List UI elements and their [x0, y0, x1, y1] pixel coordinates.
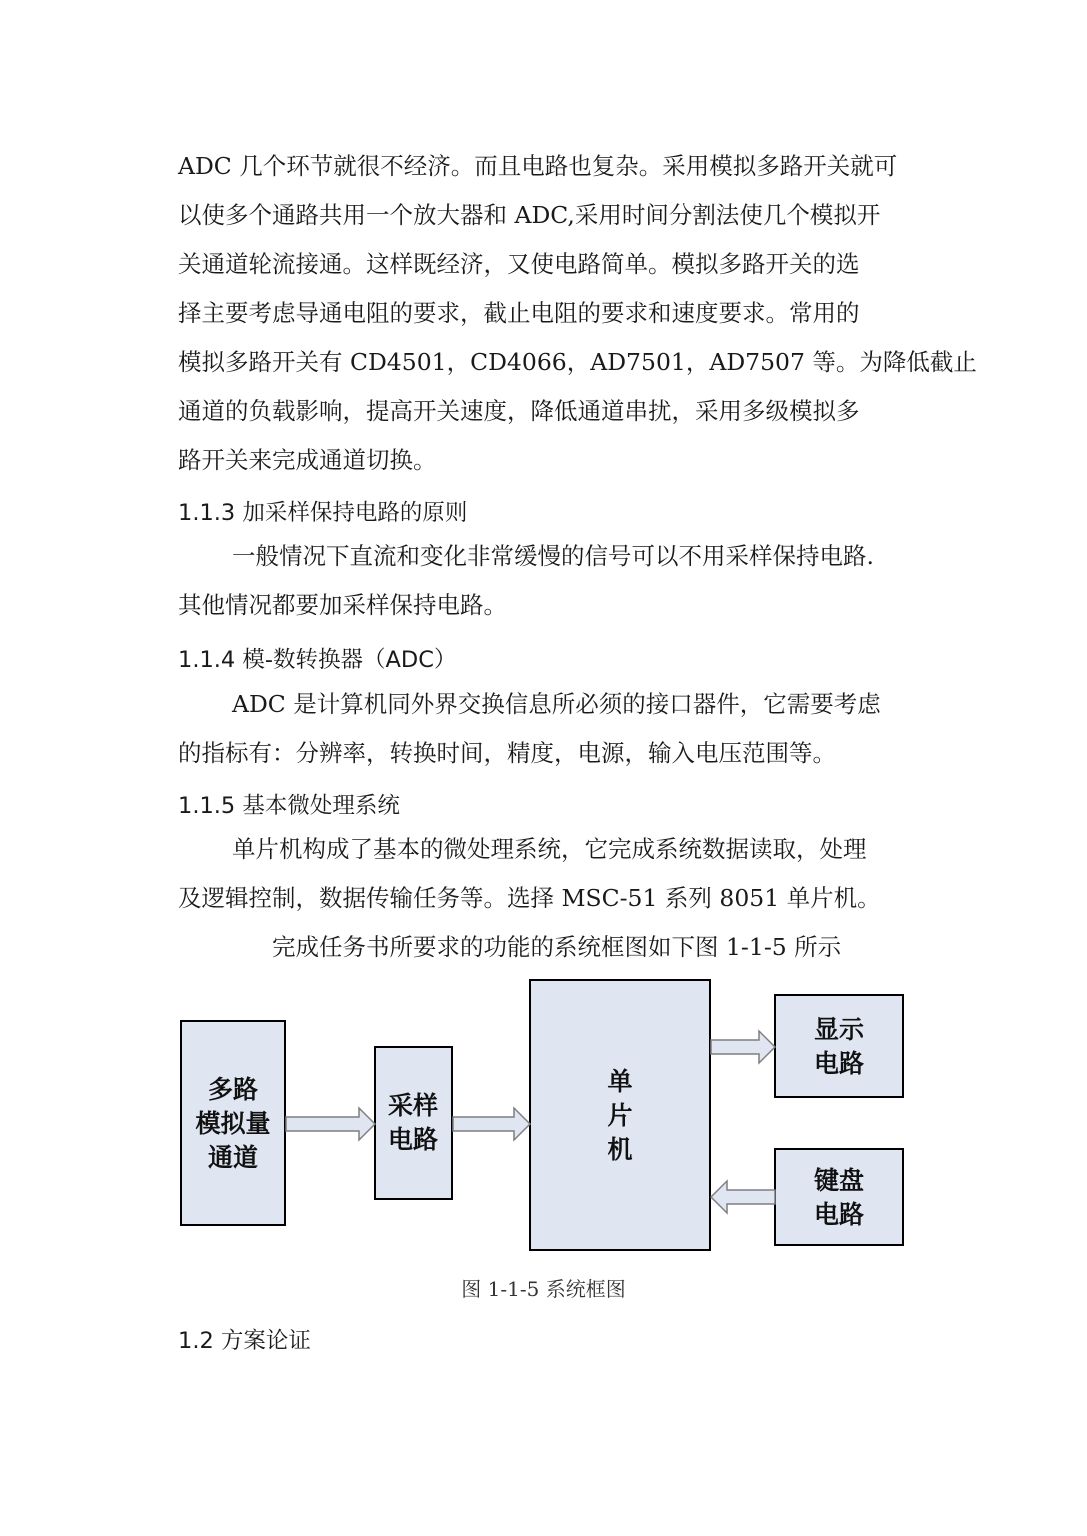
arrow-channels-to-sampling [286, 1108, 375, 1140]
block-label-line: 显示 [813, 1015, 865, 1044]
arrow-keyboard-to-mcu [711, 1181, 775, 1213]
figure-caption: 图 1-1-5 系统框图 [461, 1277, 626, 1301]
text-line: 模拟多路开关有 CD4501，CD4066，AD7501，AD7507 等。为降低截止 [178, 348, 977, 376]
block-label-line: 电路 [813, 1200, 865, 1229]
text-line: ADC 几个环节就很不经济。而且电路也复杂。采用模拟多路开关就可 [178, 152, 898, 180]
text-line: 的指标有：分辨率，转换时间，精度，电源，输入电压范围等。 [178, 739, 836, 767]
text-line: 其他情况都要加采样保持电路。 [178, 591, 507, 619]
text-line: 以使多个通路共用一个放大器和 ADC,采用时间分割法使几个模拟开 [178, 201, 881, 229]
section-heading-1-1-5: 1.1.5 基本微处理系统 [178, 793, 400, 819]
block-label-line: 模拟量 [195, 1109, 271, 1138]
paragraph-sample-hold [178, 532, 913, 630]
text-line: 通道的负载影响，提高开关速度，降低通道串扰，采用多级模拟多 [178, 397, 860, 425]
text-line: 路开关来完成通道切换。 [178, 446, 437, 474]
block-label-line: 机 [607, 1135, 633, 1164]
text-line: 关通道轮流接通。这样既经济，又使电路简单。模拟多路开关的选 [178, 250, 860, 278]
block-label-line: 多路 [207, 1075, 259, 1104]
paragraph-multiplexer [178, 142, 977, 485]
block-label-line: 单 [607, 1067, 633, 1096]
figure-intro: 完成任务书所要求的功能的系统框图如下图 1-1-5 所示 [272, 933, 842, 961]
section-heading-1-2: 1.2 方案论证 [178, 1328, 311, 1354]
block-label-line: 键盘 [813, 1166, 865, 1195]
system-block-diagram [0, 960, 1087, 1260]
block-label-line: 电路 [387, 1125, 439, 1154]
block-keyboard-circuit [775, 1149, 903, 1245]
section-heading-1-1-4: 1.1.4 模-数转换器（ADC） [178, 647, 457, 673]
block-display-circuit [775, 995, 903, 1097]
block-label-line: 采样 [387, 1091, 439, 1120]
text-line: 择主要考虑导通电阻的要求，截止电阻的要求和速度要求。常用的 [178, 299, 860, 327]
paragraph-microprocessor [178, 825, 913, 923]
block-label-line: 通道 [207, 1143, 259, 1172]
block-sampling-circuit [375, 1047, 452, 1199]
block-label-line: 片 [607, 1101, 633, 1130]
text-line: 一般情况下直流和变化非常缓慢的信号可以不用采样保持电路. [232, 542, 874, 570]
text-line: 单片机构成了基本的微处理系统，它完成系统数据读取，处理 [232, 835, 867, 863]
text-line: ADC 是计算机同外界交换信息所必须的接口器件，它需要考虑 [232, 690, 881, 718]
arrow-sampling-to-mcu [453, 1108, 530, 1140]
section-heading-1-1-3: 1.1.3 加采样保持电路的原则 [178, 500, 468, 526]
paragraph-adc [178, 680, 913, 778]
block-label-line: 电路 [813, 1049, 865, 1078]
text-line: 及逻辑控制，数据传输任务等。选择 MSC-51 系列 8051 单片机。 [178, 884, 881, 912]
arrow-mcu-to-display [711, 1031, 775, 1063]
